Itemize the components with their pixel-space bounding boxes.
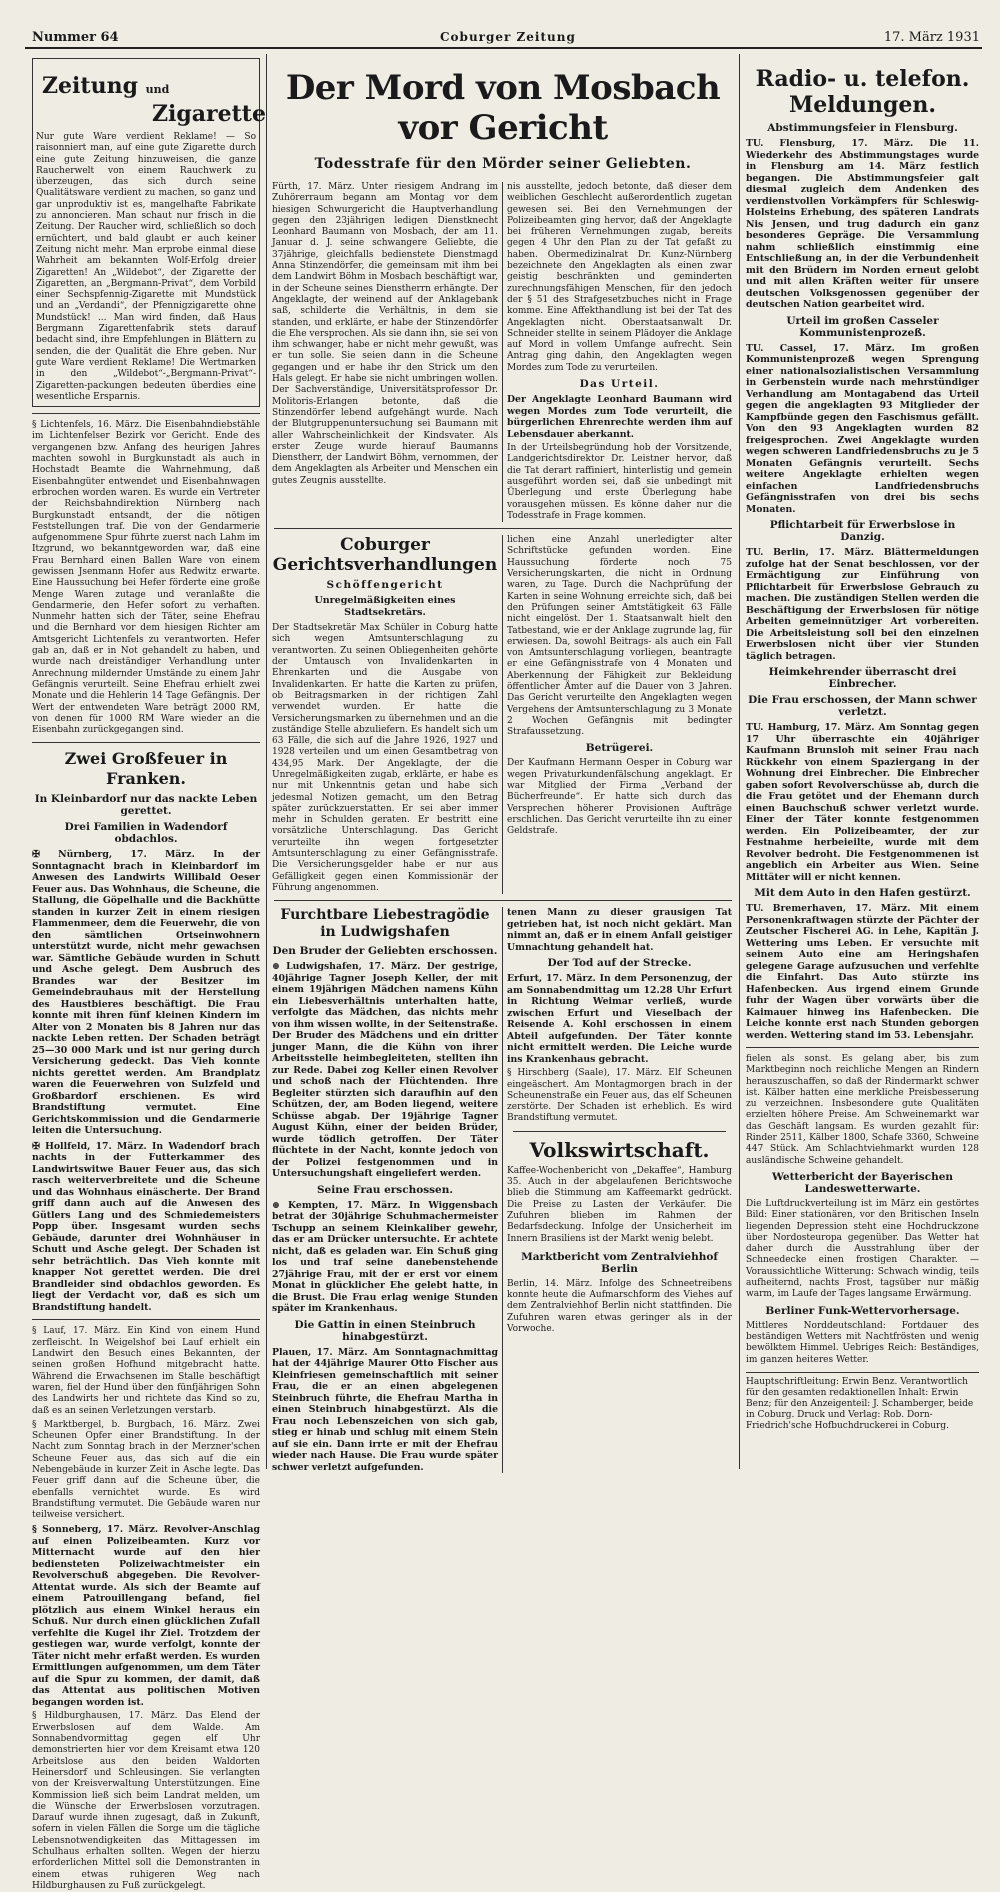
radio-weather-text: Mittleres Norddeutschland: Fortdauer des beständigen Wetters mit Nachtfrösten und wenig bewölktem Himmel. Uebriges Reich: Beständiges, im ganzen heiteres Wetter.	[746, 1320, 979, 1365]
weather-heading: Wetterbericht der Bayerischen Landeswetterwarte.	[771, 1170, 954, 1195]
murder-article-left	[268, 182, 502, 522]
ad-title	[42, 73, 266, 127]
tragedy-column	[268, 907, 502, 1473]
danzig-heading: Pflichtarbeit für Erwerbslose in Danzig.	[769, 519, 956, 543]
fraud-text: Der Kaufmann Hermann Oesper in Coburg war wegen Privaturkundenfälschung angeklagt. Er war Mitglied der Firma „Verband der Bücherfreunde“. Er hatte sich durch das Versprechen höherer Provisionen Aufträge erschlichen. Das Gericht verurteilte ihn zu einer Geldstrafe.	[507, 758, 732, 837]
ad-text: Nur gute Ware verdient Reklame! — So raisonniert man, auf eine gute Zigarette durch eine gute Zeitung hinzuweisen, die ganze Raucherwelt von einem Rauchwerk zu überzeugen, das sich durch seine Qualitätsware verdient zu machen, so ganz und gar unproduktiv ist es, mangelhafte Fabrikate zu annoncieren. Man schaut nur frisch in die Zeitung. Der Raucher wird, schließlich so doch ernüchtert, und bald glaubt er auch keiner Zeitung nicht mehr. Man erprobe einmal diese Wahrheit am bekannten Wolf-Erfolg dreier Zigaretten! An „Wildebot“, der Zigarette der Zigaretten, an „Bergmann-Privat“, dem Vorbild einer Sechspfennig-Zigarette mit Mundstück und an „Verdandi“, der Pfennigzigarette ohne Mundstück! ... Man wird finden, daß Haus Bergmann Zigarettenfabrik stets darauf bedacht sind, ihre Empfehlungen in Blättern zu senden, die der Qualität die Ehre geben. Nur gute Ware verdient Reklame! Die Wertmarken in den „Wildebot“-„Bergmann-Privat“-Zigaretten-packungen bedeuten überdies eine wesentliche Ersparnis.	[36, 132, 256, 402]
imprint	[740, 1372, 985, 1432]
radio-weather-heading: Berliner Funk-Wettervorhersage.	[765, 1304, 960, 1317]
column-right	[740, 54, 985, 1469]
paper-name: Coburger Zeitung	[440, 30, 576, 44]
issue-date: 17. März 1931	[883, 30, 980, 45]
court-left	[268, 535, 502, 894]
masthead	[0, 0, 1000, 44]
burglars-heading: Heimkehrender überrascht drei Einbrecher.	[768, 666, 957, 690]
separator	[274, 528, 732, 529]
ad-title-word-1: Zeitung	[42, 73, 138, 99]
fire-headline: Zwei Großfeuer in Franken.	[64, 749, 228, 789]
separator	[274, 900, 732, 901]
fire-text-2: ✠ Hollfeld, 17. März. In Wadendorf brach nachts in der Futterkammer des Landwirtswitwe Bauer Feuer aus, das sich rasch weiterverbreitete und die Scheune und das Wohnhaus einäscherte. Der Brand griff dann auch auf die Anwesen des Gütlers Lang und des Schmiedemeisters Popp über. Insgesamt wurden sechs Gebäude, darunter drei Wohnhäuser in Schutt und Asche gelegt. Der Schaden ist sehr beträchtlich. Das Vieh konnte mit knapper Not gerettet werden. Die drei Brandleider sind obdachlos geworden. Es liegt der Verdacht vor, daß es sich um Brandstiftung handelt.	[32, 1140, 260, 1313]
sonneberg-text: § Sonneberg, 17. März. Revolver-Anschlag auf einen Polizeibeamten. Kurz vor Mitternacht wurde auf den hier bediensteten Polizeiwachtmeister ein Revolverschuß abgegeben. Die Revolver-Attentat wurde. Als sich der Beamte auf einem Patrouillengang befand, fiel plötzlich aus einem Winkel heraus ein Schuß. Nur durch einen glücklichen Zufall verfehlte die Kugel ihr Ziel. Trotzdem der gestiegen war, wurde verfolgt, konnte der Täter nicht mehr erfaßt werden. Es wurden Ermittlungen aufgenommen, um dem Täter auf die Spur zu kommen, der damit, daß das Attentat aus politischen Motiven begangen worden ist.	[32, 1524, 260, 1708]
column-middle	[268, 54, 738, 1473]
weather-text: Die Luftdruckverteilung ist im März ein gestörtes Bild: Einer stationären, vor den Britischen Inseln liegenden Depression steht eine Hochdruckzone über Nordosteuropa gegenüber. Das Wetter hat daher durch die Ausstrahlung über der Schneedecke einen frostigen Charakter. — Voraussichtliche Witterung: Schwach windig, teils aufheiternd, nachts Frost, tagsüber nur mäßig warm, im Laufe der Tages langsame Erwärmung.	[746, 1198, 979, 1300]
wife-shot-text: ⊕ Kempten, 17. März. In Wiggensbach betrat der 30jährige Schuhmachermeister Tschupp an seinem Kleinkaliber gewehr, das er am Drücker untersuchte. Er achtete nicht, daß es geladen war. Ein Schuß ging los und traf seine danebenstehende 27jährige Frau, mit der er erst vor einem Monat in glücklicher Ehe gelebt hatte, in die Brust. Die Frau erlag wenige Stunden später im Krankenhaus.	[272, 1199, 498, 1315]
fire-subhead-1: In Kleinbardorf nur das nackte Leben gerettet.	[34, 793, 258, 818]
murder-text-right: nis ausstellte, jedoch betonte, daß dieser dem weiblichen Geschlecht außerordentlich zugetan gewesen sei. Bei den Vernehmungen der Polizeibeamten ging hervor, daß der Angeklagte bei früheren Vernehmungen zugab, bereits gegen 4 Uhr den Plan zu der Tat gefaßt zu haben. Obermedizinalrat Dr. Kunz-Nürnberg bezeichnete den Angeklagten als einen zwar geistig beschränkten und geminderten zurechnungsfähigen Menschen, für den jedoch der § 51 des Strafgesetzbuches nicht in Frage komme. Eine Affekthandlung ist bei der Tat des Angeklagten nicht. Oberstaatsanwalt Dr. Schneider stellte in seinem Plädoyer die Anklage auf Mord in vollem Umfange aufrecht. Sein Antrag ging dahin, den Angeklagten wegen Mordes zum Tode zu verurteilen.	[507, 182, 732, 373]
court-text-left: Der Stadtsekretär Max Schüler in Coburg hatte sich wegen Amtsunterschlagung zu verantworten. Zu seinen Obliegenheiten gehörte der Umtausch von Invalidenkarten in Ehrenkarten und die Ausgabe von Invalidenkarten. Er hatte die Karten zu prüfen, ob Beitragsmarken in der richtigen Zahl verwendet wurden. Er hatte die Versicherungsmarken zu übernehmen und an die zuständige Stelle abzuliefern. Es handelt sich um 63 Fälle, die sich auf die Jahre 1926, 1927 und 1928 verteilen und um einen Gesamtbetrag von 434,95 Mark. Der Angeklagte, der die Unregelmäßigkeiten zugab, erklärte, er habe es nur mit Unkenntnis getan und habe sich jedesmal Notizen gemacht, um den Betrag später zurückzuerstatten. Er sei aber immer mehr in Schulden geraten. Er bestritt eine vorsätzliche Unterschlagung. Das Gericht verurteilte ihn wegen fortgesetzter Amtsunterschlagung zu einer Gefängnisstrafe. Die Versicherungsgelder habe er nur aus Gefälligkeit gegen einen Kommissionär der Führung angenommen.	[272, 623, 498, 893]
tragedy-subhead: Den Bruder der Geliebten erschossen.	[272, 945, 498, 958]
fraud-heading: Betrügerei.	[585, 742, 654, 755]
article-market-continued	[740, 1054, 985, 1167]
masthead-rule	[25, 47, 982, 49]
verdict-heading: Das Urteil.	[579, 378, 660, 391]
article-harbor	[740, 887, 985, 1041]
article-fires	[26, 749, 266, 1313]
murder-text-left: Fürth, 17. März. Unter riesigem Andrang im Zuhörerraum begann am Montag vor dem hiesigen Schwurgericht die Hauptverhandlung gegen den 23jährigen ledigen Dienstknecht Leonhard Baumann von Mosbach, der am 11. Januar d. J. seine schwangere Geliebte, die 37jährige, gleichfalls bedienstete Dienstmagd Anna Stinzendörfer, die gemeinsam mit ihm bei dem Landwirt Böhm in Mosbach beschäftigt war, in der Scheune seines Dienstherrn erhängte. Der Angeklagte, der weinend auf der Anklagebank saß, schilderte die Verhältnis, in dem sie standen, und erklärte, er habe der Stinzendörfer die Ehe versprochen. Als sie dann ihn, sie sei von ihm schwanger, habe er nicht mehr gewußt, was er tun solle. Sie seien dann in die Scheune gegangen und er habe ihr den Strick um den Hals gelegt. Er habe sie nicht umbringen wollen. Der Sachverständige, Universitätsprofessor Dr. Molitoris-Erlangen betonte, daß die Stinzendörfer lebend aufgehängt wurde. Nach der Blutgruppenuntersuchung sei Baumann mit aller Wahrscheinlichkeit der Kindsvater. Als erster Zeuge wurde hierauf Baumanns Dienstherr, der Landwirt Böhm, vernommen, der dem Angeklagten als Arbeiter und Menschen ein gutes Zeugnis ausstellte.	[272, 182, 498, 486]
tragedy-text: ⊕ Ludwigshafen, 17. März. Der gestrige, 40jährige Tagner Joseph Keller, der mit einem 19jährigen Mädchen namens Kühn ein Liebesverhältnis unterhalten hatte, verfolgte das Mädchen, das nichts mehr von ihm wissen wollte, in der Seitenstraße. Der Bruder des Mädchens und ein dritter junger Mann, die die Kühn von ihrer Arbeitsstelle heimbegleiteten, stellten ihn zur Rede. Dabei zog Keller einen Revolver und schoß nach der Flüchtenden. Ihre Begleiter stürzten sich daraufhin auf den Schützen, der, am Boden liegend, weitere Schüsse abgab. Der 19jährige Tagner August Kühn, einer der beiden Brüder, wurde tödlich getroffen. Der Täter flüchtete in der Nacht, konnte jedoch von der Polizei festgenommen und in Untersuchungshaft eingeliefert werden.	[272, 961, 498, 1180]
danzig-text: TU. Berlin, 17. März. Blättermeldungen zufolge hat der Senat beschlossen, vor der Ermächtigung zur Einführung von Pflichtarbeit für Erwerbslose Gebrauch zu machen. Die zuständigen Stellen werden die Beschäftigung der Erwerbslosen für nötige Arbeiten gemeinnütziger Art vorbereiten. Die Arbeitsleistung soll bei den einzelnen Erwerbslosen nicht über vier Stunden täglich betragen.	[746, 547, 979, 662]
column-left	[26, 54, 266, 1891]
lauf-text: § Lauf, 17. März. Ein Kind von einem Hund zerfleischt. In Weigelshof bei Lauf erhielt ein Landwirt den Besuch eines Bekannten, der seinen großen Hofhund mitgebracht hatte. Während die Erwachsenen im Stalle beschäftigt waren, fiel der Hund über den fünfjährigen Sohn des Landwirts her und richtete das Kind so zu, daß es an seinen Verletzungen verstarb.	[32, 1326, 260, 1416]
article-lichtenfels	[26, 420, 266, 736]
separator	[513, 1131, 726, 1132]
article-flensburg	[740, 122, 985, 311]
article-text: § Lichtenfels, 16. März. Die Eisenbahndiebstähle im Lichtenfelser Bezirk vor Gericht. Ende des vergangenen bzw. Anfang des heurigen Jahres machten sowohl in Burgkunstadt als auch in Hochstadt Beamte die Wahrnehmung, daß Eisenbahngüter entwendet und Eisenbahnwagen erbrochen worden waren. Es wurde ein Vertreter der Reichsbahndirektion Nürnberg nach Burgkunstadt entsandt, der die nötigen Feststellungen traf. Die von der Gendarmerie aufgenommene Spur führte zuerst nach Lahm im Itzgrund, wo bekanntgeworden war, daß eine Frau Bernhard einen Ballen Ware von einem gewissen Jsenmann Hofer aus Redwitz erwarte. Eine Haussuchung bei Hefer förderte eine große Menge Waren zutage und veranlaßte die Gendarmerie, den Hefer sofort zu verhaften. Nunmehr hatten sich der Täter, seine Ehefrau und die Bernhard vor dem hiesigen Richter am Amtsgericht Lichtenfels zu verantworten. Hefer gab an, daß er in Not gehandelt zu haben, und wurde nach dreiständiger Verhandlung unter Anrechnung mildernder Umstände zu einem Jahr Gefängnis verurteilt. Seine Ehefrau erhielt zwei Monate und die Hehlerin 14 Tage Gefängnis. Der Wert der entwendeten Ware beträgt 2000 RM, von denen für 1000 RM Ware wieder an die Eisenbahn zurückgegangen sind.	[32, 420, 260, 736]
article-danzig	[740, 519, 985, 662]
burglars-subhead: Die Frau erschossen, der Mann schwer verletzt.	[748, 694, 977, 718]
main-headline: Der Mord von Mosbach vor Gericht	[285, 68, 721, 148]
court-subhead: Schöffengericht	[326, 579, 444, 592]
flensburg-text: TU. Flensburg, 17. März. Die 11. Wiederkehr des Abstimmungstages wurde in Flensburg am 14. März festlich begangen. Die Abstimmungsfeier galt diesmal zugleich dem Andenken des verdienstvollen Vorkämpfers für Schleswig-Holsteins Erhebung, des späteren Landrats Nis Jensen, und trug dadurch ein ganz besonderes Gepräge. Die Versammlung nahm schließlich einstimmig eine Entschließung an, in der die Verbundenheit mit den Brüdern im Norden erneut gelobt und mit allen Kräften weiter für unsere deutschen Volksgenossen gegenüber der deutschen Nation gearbeitet wird.	[746, 138, 979, 310]
verdict-text: In der Urteilsbegründung hob der Vorsitzende, Landgerichtsdirektor Dr. Leistner hervor, daß die Tat derart raffiniert, hinterlistig und gemein ausgeführt worden sei, daß sie unbedingt mit Überlegung und erste Überlegung habe vorausgehen müssen. Es könne daher nur die Todesstrafe in Frage kommen.	[507, 443, 732, 521]
livestock-heading: Marktbericht vom Zentralviehhof Berlin	[521, 1250, 718, 1275]
flensburg-heading: Abstimmungsfeier in Flensburg.	[767, 122, 958, 134]
train-death-heading: Der Tod auf der Strecke.	[547, 957, 692, 970]
lower-right-column	[502, 907, 736, 1473]
tragedy-headline: Furchtbare Liebestragödie in Ludwigshafen	[280, 907, 490, 941]
fire-subhead-2: Drei Familien in Wadendorf obdachlos.	[64, 821, 228, 846]
lower-section	[268, 907, 738, 1473]
court-headline: Coburger Gerichtsverhandlungen	[272, 535, 498, 576]
murder-article	[268, 182, 738, 522]
court-text-right: lichen eine Anzahl unerledigter alter Schriftstücke gefunden worden. Eine Haussuchung förderte noch 75 Versicherungskarten, die nicht in Ordnung waren, zu Tage. Durch die Nachprüfung der Karten in seine Wohnung erreichte sich, daß bei den Prüfungen seiner Amtstätigkeit 63 Fälle nicht eingelöst. Der 1. Staatsanwalt hielt den Tatbestand, wie er der Anklage zugrunde lag, für erwiesen. Da, sowohl Beitrags- als auch ein Fall von Amtsunterschlagung vorliegen, beantragte er eine Gefängnisstrafe von 4 Monaten und Aberkennung der Fähigkeit zur Bekleidung öffentlicher Ämter auf die Dauer von 3 Jahren. Das Gericht verurteilte den Angeklagten wegen Vergehens der Amtsunterschlagung zu 3 Monate 2 Wochen Gefängnis mit bedingter Strafaussetzung.	[507, 535, 733, 738]
court-section	[268, 535, 738, 894]
train-death-text: Erfurt, 17. März. In dem Personenzug, der am Sonnabendmittag um 12.28 Uhr Erfurt in Richtung Weimar verließ, wurde zwischen Erfurt und Vieselbach der Reisende A. Kohl erschossen in einem Abteil aufgefunden. Der Täter konnte nicht ermittelt werden. Die Leiche wurde ins Krankenhaus gebracht.	[507, 973, 732, 1065]
burglars-text: TU. Hamburg, 17. März. Am Sonntag gegen 17 Uhr überraschte ein 40jähriger Kaufmann Brunsloh mit seiner Frau nach Rückkehr von einem Spaziergang in der Wohnung drei Einbrecher. Die Einbrecher gaben sofort Revolverschüsse ab, durch die die Frau getötet und der Ehemann durch einen Bauchschuß schwer verletzt wurde. Einer der Täter konnte festgenommen werden. Ein Polizeibeamter, der zur Festnahme herbeieilte, wurde mit dem Revolver bedroht. Die Festgenommenen ist angeblich ein Arbeiter aus Wien. Seine Mittäter will er nicht kennen.	[746, 722, 979, 883]
kassel-heading: Urteil im großen Casseler Kommunistenprozeß.	[786, 314, 939, 339]
wife-shot-heading: Seine Frau erschossen.	[316, 1183, 454, 1196]
hildburghausen-text: § Hildburghausen, 17. März. Das Elend der Erwerbslosen auf dem Walde. Am Sonnabendvormittag gegen elf Uhr demonstrierten hier vor dem Kreisamt etwa 120 Arbeitslose aus den beiden Waldorten Heinersdorf und Schleusingen. Sie verlangten von der Kreisverwaltung Unterstützungen. Eine Kommission ließ sich beim Landrat melden, um die Wünsche der Erwerbslosen vorzutragen. Darauf wurde ihnen zugesagt, daß in Zukunft, sofern in vielen Fällen die Sorge um die tägliche Lebensnotwendigkeiten das Mittagessen im Schulhaus erhalten sollten. Wegen der hierzu erforderlichen Mittel soll die Demonstranten in einem etwas ruhigeren Weg nach Hildburghausen zu Fuß zurückgelegt.	[32, 1711, 260, 1891]
imprint-text: Hauptschriftleitung: Erwin Benz. Verantwortlich für den gesamten redaktionellen Inhalt: Erwin Benz; für den Anzeigenteil: J. Schamberger, beide in Coburg. Druck und Verlag: Rob. Dorn-Friedrich'sche Hofbuchdruckerei in Coburg.	[746, 1372, 979, 1432]
separator	[32, 413, 260, 414]
kassel-text: TU. Cassel, 17. März. Im großen Kommunistenprozeß wegen Sprengung einer nationalsozialistischen Versammlung in Gerbenstein wurde nach mehrstündiger Verhandlung am Montagabend das Urteil gegen die angeklagten 93 Mitglieder der Kampfbünde gegen den Faschismus gefällt. Von den 93 Angeklagten wurden 82 freigesprochen. Zwei Angeklagte wurden wegen schweren Landfriedensbruchs zu je 5 Monaten Gefängnis verurteilt. Sechs weitere Angeklagte erhielten wegen einfachen Landfriedensbruchs Gefängnisstrafen von drei bis sechs Monaten.	[746, 342, 979, 515]
article-radio-weather	[740, 1305, 985, 1366]
market-text: fielen als sonst. Es gelang aber, bis zum Marktbeginn noch reichliche Mengen an Rindern herauszuschaffen, so daß der Rindermarkt schwer ist. Kälber hatten eine merkliche Preisbesserung zu verzeichnen. Insbesondere gute Qualitäten erzielten höhere Preise. Am Schweinemarkt war das Geschäft langsam. Es wurden gezahlt für: Rinder 2511, Kälber 1800, Schafe 3360, Schweine 447 Stück. Am Schlachtviehmarkt wurden 128 ausländische Schweine gehandelt.	[746, 1054, 979, 1166]
harbor-heading: Mit dem Auto in den Hafen gestürzt.	[754, 887, 971, 899]
separator	[32, 1319, 260, 1320]
fire-text-1: ✠ Nürnberg, 17. März. In der Sonntagnacht brach in Kleinbardorf im Anwesen des Landwirts Willibald Oeser Feuer aus. Das Wohnhaus, die Scheune, die Stallung, die Göpelhalle und die Backhütte standen in kurzer Zeit in einem riesigen Flammenmeer, dem die Feuerwehr, die von den sämtlichen Ortseinwohnern unterstützt wurde, nicht mehr gewachsen war. Sämtliche Gebäude wurden in Schutt und Asche gelegt. Dem Ausbruch des Brandes war der Besitzer im Gemeindebrauhaus mit der Herstellung des Haustbieres beschäftigt. Die Frau konnte mit ihren fünf kleinen Kindern im Alter von 2 Monaten bis 8 Jahren nur das nackte Leben retten. Der Schaden beträgt 25—30 000 Mark und ist nur gering durch Versicherung gedeckt. Das Vieh konnte nichts gerettet werden. Am Brandplatz waren die Feuerwehren von Sulzfeld und Großbardorf erschienen. Es wird Brandstiftung vermutet. Eine Gerichtskommission und die Gendarmerie leiten die Untersuchung.	[32, 849, 260, 1137]
issue-number: Nummer 64	[32, 30, 119, 45]
ad-title-word-2: Zigarette	[152, 101, 266, 127]
article-kassel	[740, 315, 985, 516]
hirschberg-text: § Hirschberg (Saale), 17. März. Elf Scheunen eingeäschert. Am Montagmorgen brach in der Scheunenstraße ein Feuer aus, das elf Scheunen zerstörte. Der Schaden ist erheblich. Es wird Brandstiftung vermutet.	[507, 1068, 732, 1124]
murder-article-right	[502, 182, 736, 522]
quarry-heading: Die Gattin in einen Steinbruch hinabgestürzt.	[294, 1318, 476, 1343]
cigarette-ad	[32, 58, 266, 407]
court-right	[502, 535, 736, 894]
separator	[32, 742, 260, 743]
livestock-text: Berlin, 14. März. Infolge des Schneetreibens konnte heute die Aufmarschform des Viehes auf dem Zentralviehhof Berlin nicht stattfinden. Die Zufuhren waren etwas geringer als in der Vorwoche.	[507, 1278, 732, 1334]
verdict-text-bold: Der Angeklagte Leonhard Baumann wird wegen Mordes zum Tode verurteilt, die bürgerlichen Ehrenrechte werden ihm auf Lebensdauer aberkannt.	[507, 394, 732, 440]
main-subheadline: Todesstrafe für den Mörder seiner Geliebten.	[314, 156, 692, 172]
column-divider	[266, 54, 267, 1469]
separator	[746, 1047, 979, 1048]
insanity-text: tenen Mann zu dieser grausigen Tat getrieben hat, ist noch nicht geklärt. Man nimmt an, daß er in einem Anfall geistiger Umnachtung gehandelt hat.	[507, 907, 732, 953]
marktbergel-text: § Marktbergel, b. Burgbach, 16. März. Zwei Scheunen Opfer einer Brandstiftung. In der Nacht zum Sonntag brach in der Merzner'schen Scheune Feuer aus, das sich auf die ein Nebengebäude in kurzer Zeit in Asche legte. Das Feuer griff dann auf die Scheune über, die ebenfalls vernichtet wurde. Es wird Brandstiftung vermutet. Die Gebäude waren nur teilweise versichert.	[32, 1419, 260, 1521]
article-short-news	[26, 1326, 266, 1892]
ad-title-und: und	[145, 83, 170, 96]
article-weather	[740, 1171, 985, 1301]
article-burglars	[740, 666, 985, 883]
economy-headline: Volkswirtschaft.	[529, 1137, 710, 1162]
harbor-text: TU. Bremerhaven, 17. März. Mit einem Personenkraftwagen stürzte der Pächter der Zeutscher Fischerei AG. in Lehe, Kapitän J. Wettering ums Leben. Er versuchte mit seinem Auto eine am Heringshafen gelegene Garage aufzusuchen und verfehlte die Einfahrt. Das Auto stürzte ins Hafenbecken. Aus irgend einem Grunde fuhr der Wagen über vorwärts über die Kaimauer hinweg ins Hafenbecken. Die Leiche konnte erst nach Stunden geborgen werden. Wettering stand im 53. Lebensjahr.	[746, 903, 979, 1041]
radio-headline: Radio- u. telefon. Meldungen.	[755, 66, 970, 118]
court-subhead-2: Unregelmäßigkeiten eines Stadtsekretärs.	[314, 595, 456, 619]
quarry-text: Plauen, 17. März. Am Sonntagnachmittag hat der 44jährige Maurer Otto Fischer aus Kleinfriesen gemeinschaftlich mit seiner Frau, die er an einen abgelegenen Steinbruch führte, die Ehefrau Martha in einen Steinbruch hinabgestürzt. Als die Frau noch Lebenszeichen von sich gab, stieg er hinab und schlug mit einem Stein auf sie ein. Dann irrte er mit der Ehefrau wieder nach Hause. Die Frau wurde später schwer verletzt aufgefunden.	[272, 1346, 498, 1473]
coffee-report-text: Kaffee-Wochenbericht von „Dekaffee“, Hamburg 35. Auch in der abgelaufenen Berichtswoche blieb die Stimmung am Kaffeemarkt gedrückt. Die Preise zu Lasten der Verkäufer. Die Zufuhren blieben im Rahmen der Bedarfsdeckung. Infolge der Unsicherheit im Innern Brasiliens ist der Markt wenig belebt.	[507, 1165, 732, 1244]
